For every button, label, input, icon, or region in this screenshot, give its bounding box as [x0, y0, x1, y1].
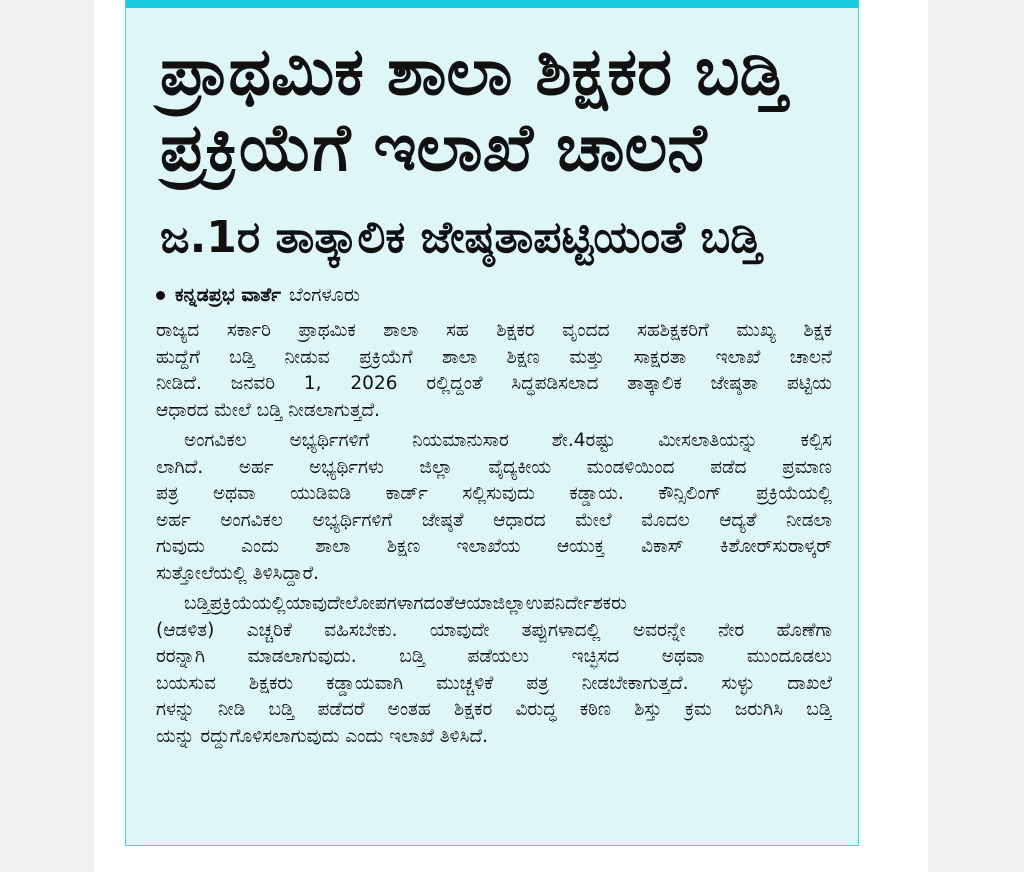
- viewer-margin-right: [928, 0, 1024, 872]
- body-line: ಸುತ್ತೋಲೆಯಲ್ಲಿ ತಿಳಿಸಿದ್ದಾರೆ.: [156, 562, 320, 584]
- headline-line-2: ಪ್ರಕ್ರಿಯೆಗೆ ಇಲಾಖೆ ಚಾಲನೆ: [160, 109, 707, 186]
- body-line: ಬಡ್ತಿಪ್ರಕ್ರಿಯೆಯಲ್ಲಿಯಾವುದೇಲೋಪಗಳಾಗದಂತೆಆಯಾಜಿಲ್ಲಾಉಪನಿರ್ದೇಶಕರು: [184, 593, 627, 614]
- body-line: ಗಳನ್ನು ನೀಡಿ ಬಡ್ತಿ ಪಡೆದರೆ ಅಂತಹ ಶಿಕ್ಷಕರ ವಿರುದ್ಧ ಕಠಿಣ ಶಿಸ್ತು ಕ್ರಮ ಜರುಗಿಸಿ ಬಡ್ತಿ: [156, 699, 832, 720]
- bullet-icon: [156, 291, 165, 300]
- news-clipping: [125, 0, 859, 846]
- body-line: ರರನ್ನಾಗಿ ಮಾಡಲಾಗುವುದು. ಬಡ್ತಿ ಪಡೆಯಲು ಇಚ್ಛಿಸದ ಅಥವಾ ಮುಂದೂಡಲು: [156, 646, 832, 667]
- clipping-top-bar: [126, 0, 858, 8]
- body-line: ಅಂಗವಿಕಲ ಅಭ್ಯರ್ಥಿಗಳಿಗೆ ನಿಯಮಾನುಸಾರ ಶೇ.4ರಷ್ಟು ಮೀಸಲಾತಿಯನ್ನು ಕಲ್ಪಿಸ: [184, 430, 832, 451]
- body-line: ರಾಜ್ಯದ ಸರ್ಕಾರಿ ಪ್ರಾಥಮಿಕ ಶಾಲಾ ಸಹ ಶಿಕ್ಷಕರ ವೃಂದದ ಸಹಶಿಕ್ಷಕರಿಗೆ ಮುಖ್ಯ ಶಿಕ್ಷಕ: [156, 320, 832, 341]
- article-body: [156, 318, 832, 750]
- headline-line-1: ಪ್ರಾಥಮಿಕ ಶಾಲಾ ಶಿಕ್ಷಕರ ಬಡ್ತಿ: [160, 33, 787, 110]
- subheadline: ಜ.1ರ ತಾತ್ಕಾಲಿಕ ಜೇಷ್ಠತಾಪಟ್ಟಿಯಂತೆ ಬಡ್ತಿ: [160, 212, 762, 263]
- body-line: ಯನ್ನು ರದ್ದುಗೊಳಿಸಲಾಗುವುದು ಎಂದು ಇಲಾಖೆ ತಿಳಿಸಿದೆ.: [156, 725, 489, 747]
- viewer-margin-left: [0, 0, 94, 872]
- byline-place: ಬೆಂಗಳೂರು: [288, 284, 360, 306]
- headline: [160, 34, 840, 186]
- byline: [156, 282, 360, 308]
- body-line: ಬಯಸುವ ಶಿಕ್ಷಕರು ಕಡ್ಡಾಯವಾಗಿ ಮುಚ್ಚಳಿಕೆ ಪತ್ರ ನೀಡಬೇಕಾಗುತ್ತದೆ. ಸುಳ್ಳು ದಾಖಲೆ: [156, 672, 832, 694]
- body-line: (ಆಡಳಿತ) ಎಚ್ಚರಿಕೆ ವಹಿಸಬೇಕು. ಯಾವುದೇ ತಪ್ಪುಗಳಾದಲ್ಲಿ ಅವರನ್ನೇ ನೇರ ಹೊಣೆಗಾ: [156, 619, 832, 641]
- byline-source: ಕನ್ನಡಪ್ರಭ ವಾರ್ತೆ: [175, 284, 281, 306]
- body-line: ಹುದ್ದೆಗೆ ಬಡ್ತಿ ನೀಡುವ ಪ್ರಕ್ರಿಯೆಗೆ ಶಾಲಾ ಶಿಕ್ಷಣ ಮತ್ತು ಸಾಕ್ಷರತಾ ಇಲಾಖೆ ಚಾಲನೆ: [156, 346, 832, 368]
- body-line: ಗುವುದು ಎಂದು ಶಾಲಾ ಶಿಕ್ಷಣ ಇಲಾಖೆಯ ಆಯುಕ್ತ ವಿಕಾಸ್ ಕಿಶೋರ್‌ಸುರಾಳ್ಕರ್: [156, 536, 832, 557]
- body-line: ಲಾಗಿದೆ. ಅರ್ಹ ಅಭ್ಯರ್ಥಿಗಳು ಜಿಲ್ಲಾ ವೈದ್ಯಕೀಯ ಮಂಡಳಿಯಿಂದ ಪಡೆದ ಪ್ರಮಾಣ: [156, 456, 832, 478]
- body-line: ಅರ್ಹ ಅಂಗವಿಕಲ ಅಭ್ಯರ್ಥಿಗಳಿಗೆ ಜೇಷ್ಠತೆ ಆಧಾರದ ಮೇಲೆ ಮೊದಲ ಆದ್ಯತೆ ನೀಡಲಾ: [156, 509, 832, 531]
- body-line: ಪತ್ರ ಅಥವಾ ಯುಡಿಐಡಿ ಕಾರ್ಡ್ ಸಲ್ಲಿಸುವುದು ಕಡ್ಡಾಯ. ಕೌನ್ಸಿಲಿಂಗ್ ಪ್ರಕ್ರಿಯೆಯಲ್ಲಿ: [156, 483, 832, 504]
- body-line: ಆಧಾರದ ಮೇಲೆ ಬಡ್ತಿ ನೀಡಲಾಗುತ್ತದೆ.: [156, 399, 380, 421]
- body-line: ನೀಡಿದೆ. ಜನವರಿ 1, 2026 ರಲ್ಲಿದ್ದಂತೆ ಸಿದ್ಧಪಡಿಸಲಾದ ತಾತ್ಕಾಲಿಕ ಜೇಷ್ಠತಾ ಪಟ್ಟಿಯ: [156, 373, 832, 394]
